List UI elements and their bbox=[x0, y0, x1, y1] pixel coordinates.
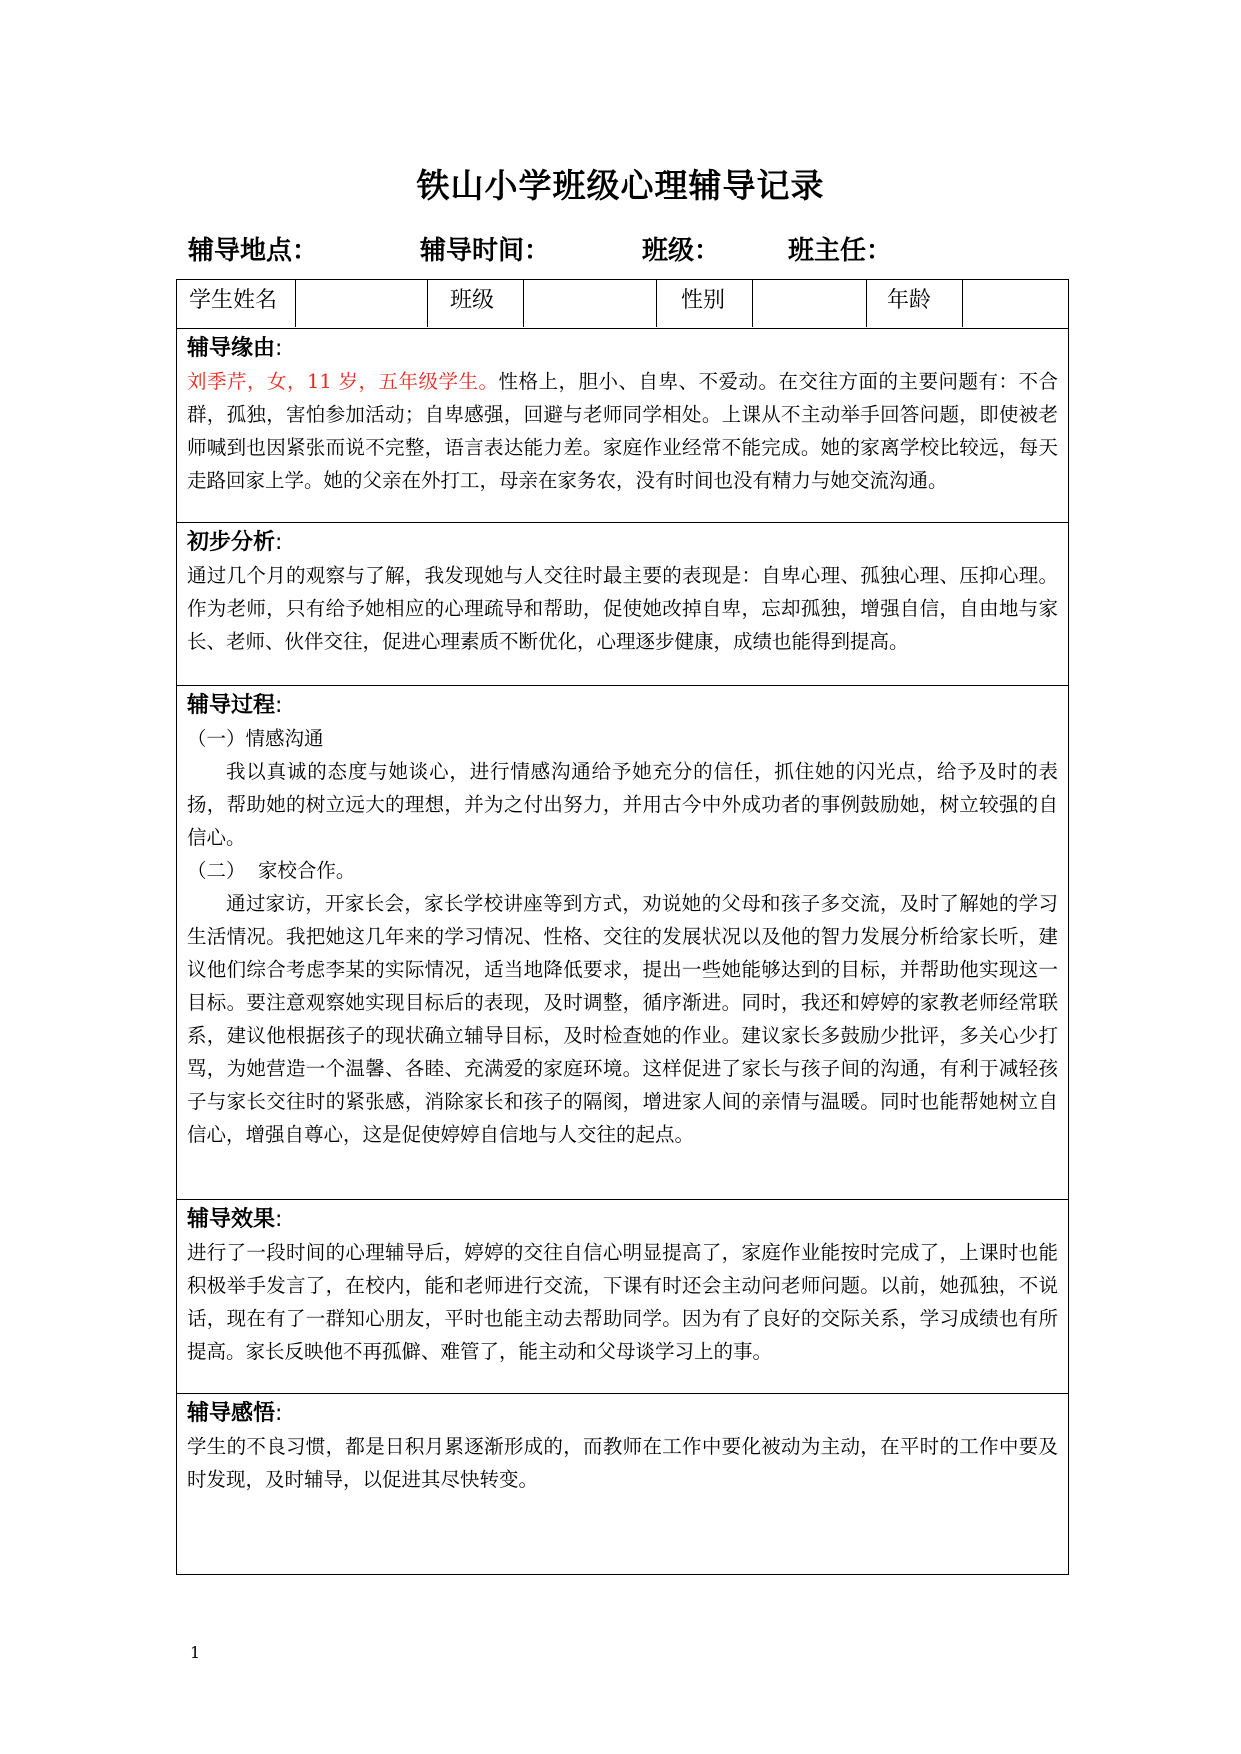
page-number: 1 bbox=[190, 1643, 201, 1662]
subsection-title: （一）情感沟通 bbox=[187, 727, 324, 750]
class-label: 班级： bbox=[642, 236, 721, 266]
time-label: 辅导时间： bbox=[420, 236, 551, 266]
gender-label-cell: 性别 bbox=[657, 280, 753, 327]
section-reflection bbox=[177, 1394, 1068, 1574]
section-body: 进行了一段时间的心理辅导后，婷婷的交往自信心明显提高了，家庭作业能按时完成了，上课时也能积极举手发言了，在校内，能和老师进行交流，下课有时还会主动问老师问题。以前，她孤独，不说话，现在有了一群知心朋友，平时也能主动去帮助同学。因为有了良好的交际关系，学习成绩也有所提高。家长反映他不再孤僻、难管了，能主动和父母谈学习上的事。 bbox=[187, 1241, 1058, 1363]
section-heading: 辅导感悟: bbox=[187, 1401, 283, 1426]
student-name-value[interactable] bbox=[296, 280, 428, 327]
section-body: 刘季芹，女，11 岁，五年级学生。性格上，胆小、自卑、不爱动。在交往方面的主要问题有：不合群，孤独，害怕参加活动；自卑感强，回避与老师同学相处。上课从不主动举手回答问题，即使被老师喊到也因紧张而说不完整，语言表达能力差。家庭作业经常不能完成。她的家离学校比较远，每天走路回家上学。她的父亲在外打工，母亲在家务农，没有时间也没有精力与她交流沟通。 bbox=[187, 370, 1058, 492]
subsection-body: 通过家访，开家长会，家长学校讲座等到方式，劝说她的父母和孩子多交流，及时了解她的学习生活情况。我把她这几年来的学习情况、性格、交往的发展状况以及他的智力发展分析给家长听，建议他们综合考虑李某的实际情况，适当地降低要求，提出一些她能够达到的目标，并帮助他实现这一目标。要注意观察她实现目标后的表现，及时调整，循序渐进。同时，我还和婷婷的家教老师经常联系，建议他根据孩子的现状确立辅导目标，及时检查她的作业。建议家长多鼓励少批评，多关心少打骂，为她营造一个温馨、各睦、充满爱的家庭环境。这样促进了家长与孩子间的沟通，有利于减轻孩子与家长交往时的紧张感，消除家长和孩子的隔阂，增进家人间的亲情与温暖。同时也能帮她树立自信心，增强自尊心，这是促使婷婷自信地与人交往的起点。 bbox=[187, 892, 1058, 1146]
head-teacher-label: 班主任： bbox=[788, 236, 893, 266]
section-body: 学生的不良习惯，都是日积月累逐渐形成的，而教师在工作中要化被动为主动，在平时的工作中要及时发现，及时辅导，以促进其尽快转变。 bbox=[187, 1435, 1058, 1491]
section-process bbox=[177, 686, 1068, 1200]
section-heading: 辅导过程: bbox=[187, 693, 283, 718]
section-effect bbox=[177, 1200, 1068, 1394]
page-title: 铁山小学班级心理辅导记录 bbox=[416, 166, 825, 205]
section-heading: 辅导缘由: bbox=[187, 336, 283, 361]
student-profile-highlight: 刘季芹，女，11 岁，五年级学生。 bbox=[187, 370, 499, 393]
record-table bbox=[176, 279, 1069, 1575]
meta-row bbox=[188, 230, 1088, 270]
class-label-cell: 班级 bbox=[428, 280, 524, 327]
class-value-cell[interactable] bbox=[524, 280, 657, 327]
student-name-label: 学生姓名 bbox=[177, 280, 296, 327]
location-label: 辅导地点： bbox=[188, 236, 319, 266]
subsection-body: 我以真诚的态度与她谈心，进行情感沟通给予她充分的信任，抓住她的闪光点，给予及时的表扬，帮助她的树立远大的理想，并为之付出努力，并用古今中外成功者的事例鼓励她，树立较强的自信心。 bbox=[187, 760, 1058, 849]
section-reason bbox=[177, 329, 1068, 523]
section-heading: 辅导效果: bbox=[187, 1207, 283, 1232]
age-label-cell: 年龄 bbox=[867, 280, 963, 327]
gender-value-cell[interactable] bbox=[753, 280, 867, 327]
section-heading: 初步分析: bbox=[187, 530, 283, 555]
student-info-row bbox=[177, 280, 1068, 329]
section-analysis bbox=[177, 523, 1068, 686]
subsection-title: （二） 家校合作。 bbox=[187, 859, 356, 882]
age-value-cell[interactable] bbox=[963, 280, 1068, 327]
section-body: 通过几个月的观察与了解，我发现她与人交往时最主要的表现是：自卑心理、孤独心理、压抑心理。作为老师，只有给予她相应的心理疏导和帮助，促使她改掉自卑，忘却孤独，增强自信，自由地与家长、老师、伙伴交往，促进心理素质不断优化，心理逐步健康，成绩也能得到提高。 bbox=[187, 564, 1058, 653]
